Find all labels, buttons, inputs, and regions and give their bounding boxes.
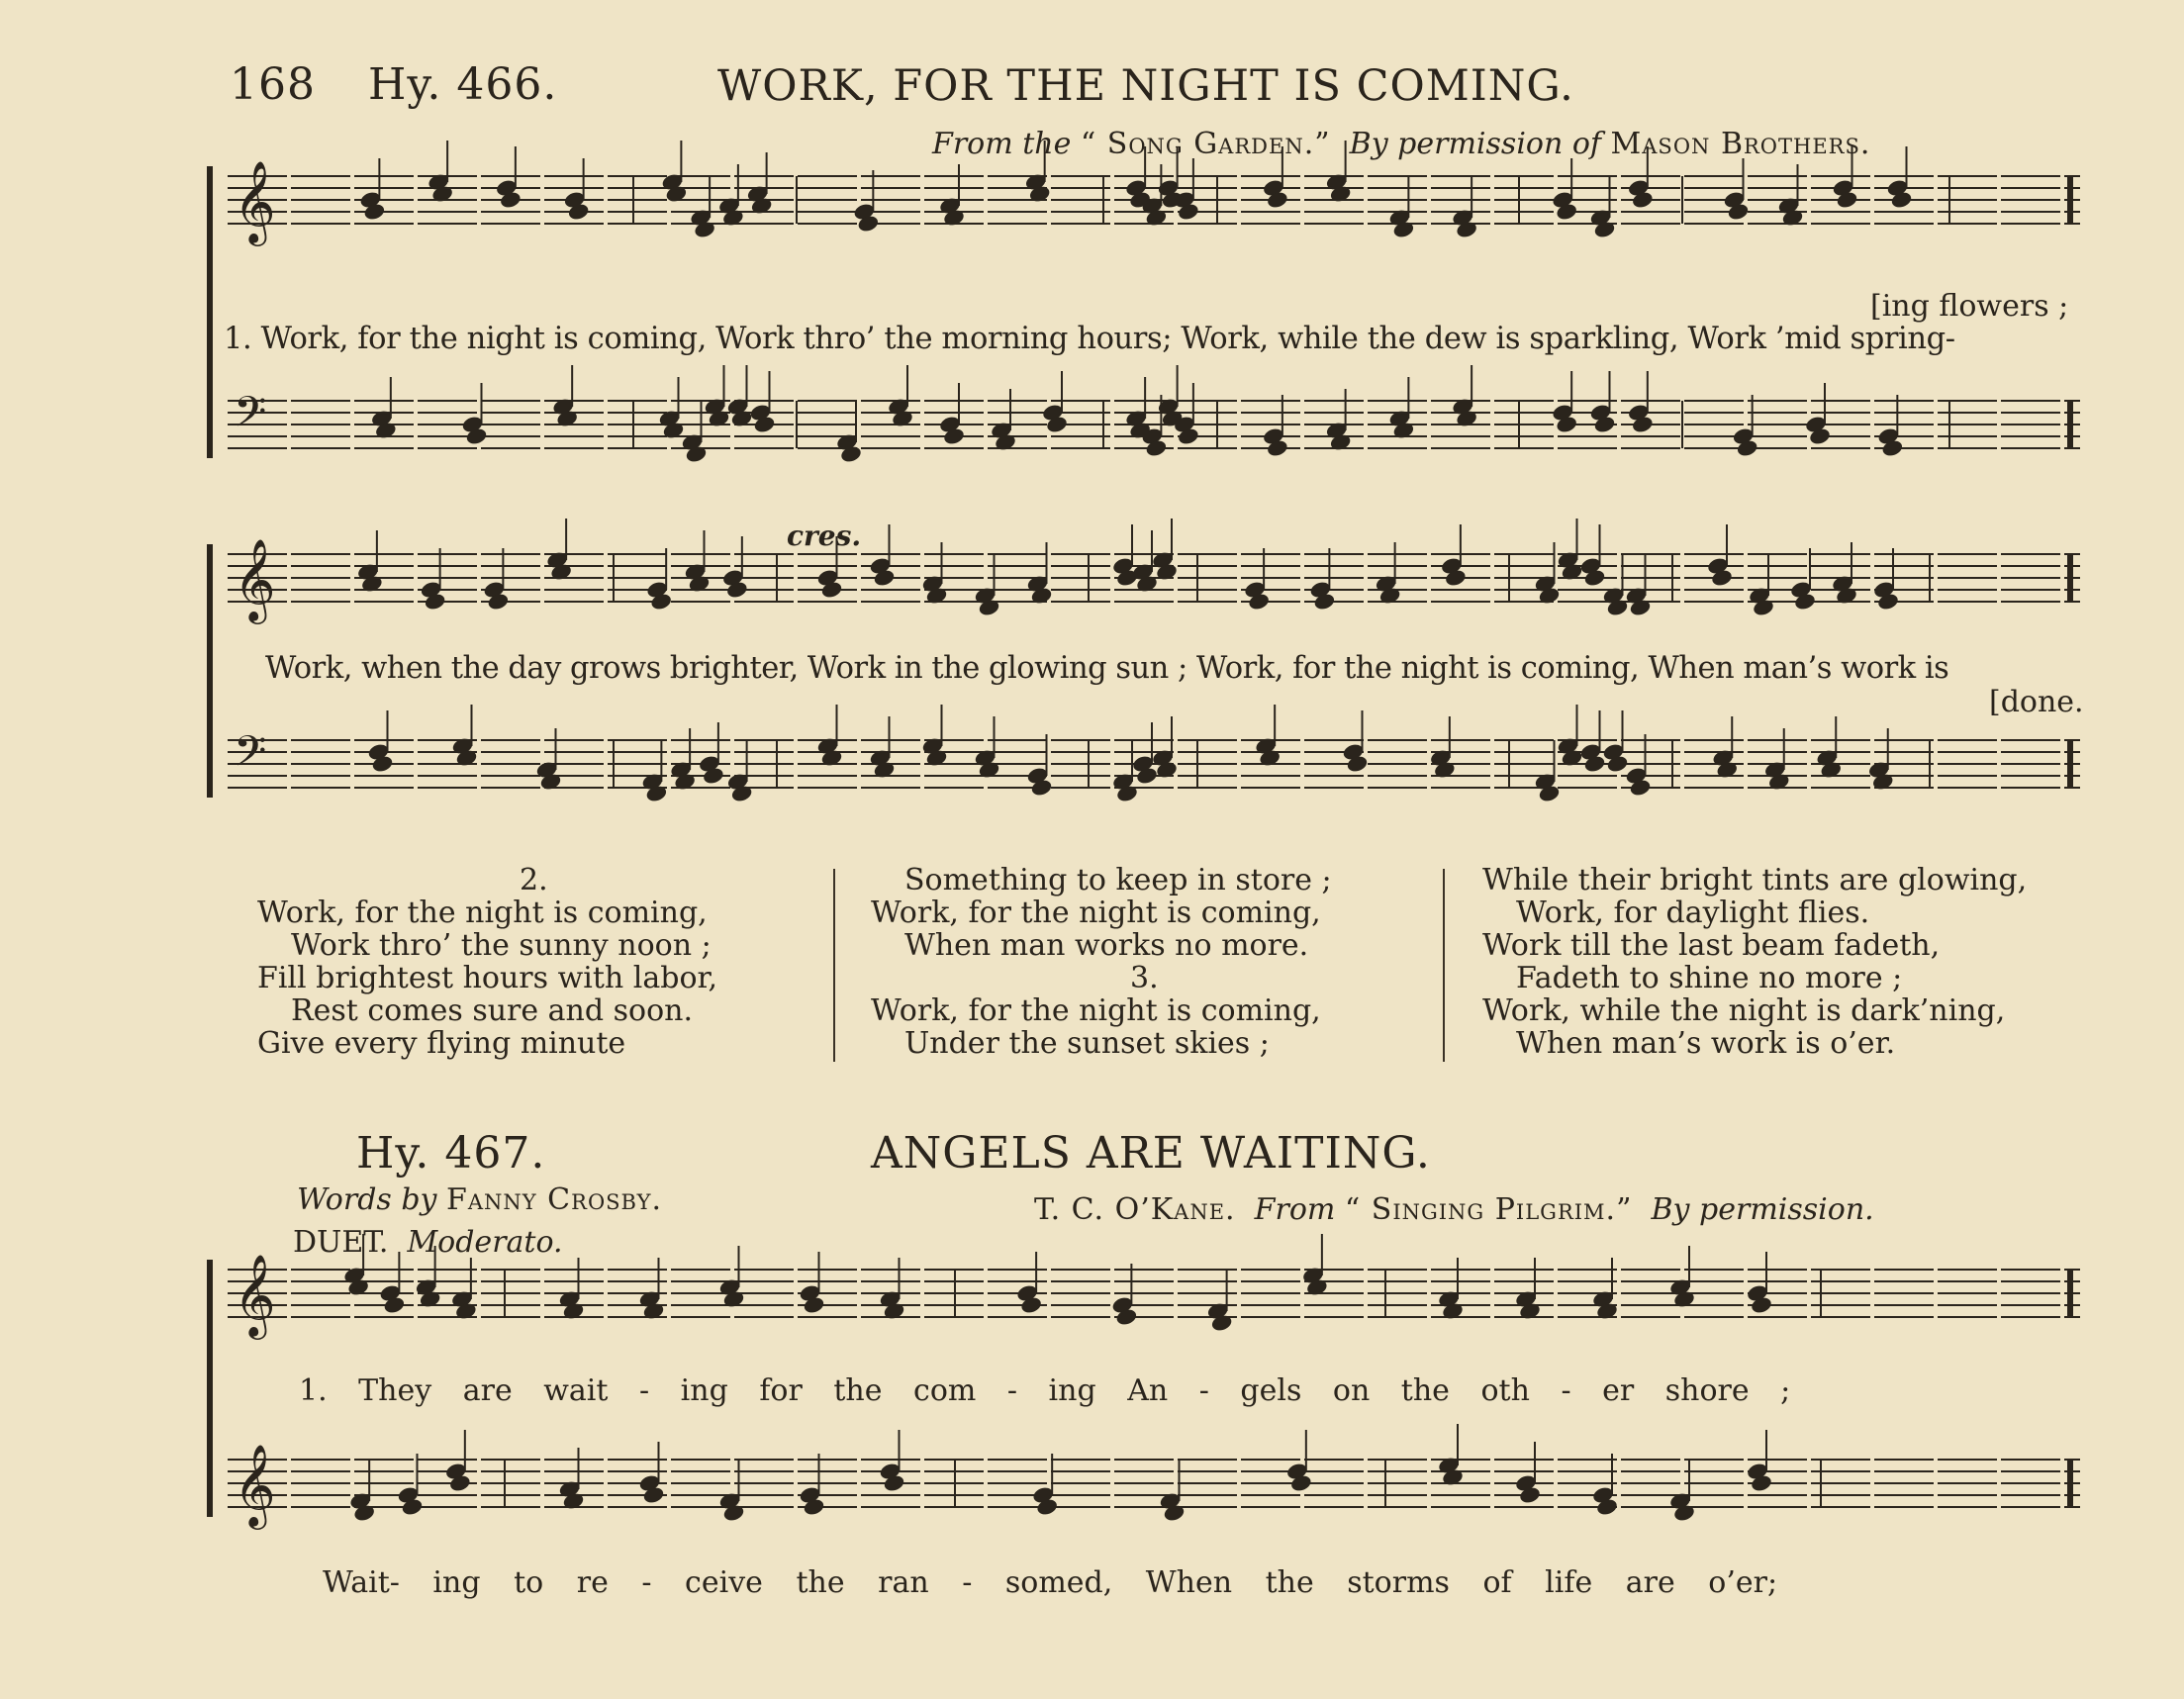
source-name: “ Song Garden.” [1080, 127, 1331, 161]
composer-credit [1034, 1192, 1874, 1227]
hymn-number: Hy. 466. [368, 59, 558, 110]
source-prefix: From the [932, 127, 1072, 161]
verse-line: Work, while the night is dark’ning, [1482, 993, 2006, 1028]
verse-line: While their bright tints are glowing, [1482, 863, 2028, 897]
column-divider [1443, 869, 1445, 1062]
verse-number: 3. [1130, 961, 1159, 995]
lyric-carryover: [done. [1989, 685, 2084, 719]
permission-name: Mason Brothers. [1610, 127, 1871, 161]
words-credit [297, 1182, 662, 1217]
words-prefix: Words by [297, 1182, 437, 1217]
verse-column [257, 864, 717, 1060]
lyric-line: 1. They are wait - ing for the com - ing An - gels on the oth - er shore ; [299, 1373, 1791, 1408]
performance-type: DUET. [293, 1225, 389, 1260]
bass-clef: 𝄢 [234, 388, 267, 447]
verse-line: Work thro’ the sunny noon ; [291, 928, 712, 963]
treble-clef: 𝄞 [234, 537, 276, 620]
verse-line: Work, for the night is coming, [257, 896, 708, 930]
verse-number: 2. [520, 863, 548, 897]
words-name: Fanny Crosby. [446, 1182, 663, 1217]
lyric-line: Wait- ing to re - ceive the ran - somed, When the storms of life are o’er; [323, 1565, 1778, 1600]
verse-column [1482, 864, 2027, 1060]
treble-clef: 𝄞 [234, 159, 276, 242]
hymn-title: ANGELS ARE WAITING. [871, 1128, 1431, 1179]
verse-line: When man works no more. [904, 928, 1309, 963]
hymn-number: Hy. 467. [356, 1128, 546, 1179]
lyric-line: Work, when the day grows brighter, Work in the glowing sun ; Work, for the night is coming, When man’s work is [265, 651, 1949, 686]
verse-line: Rest comes sure and soon. [291, 993, 693, 1028]
page-number: 168 [230, 59, 316, 110]
from-prefix: From [1254, 1192, 1336, 1227]
verse-line: Work, for daylight flies. [1516, 896, 1870, 930]
hymn-title: WORK, FOR THE NIGHT IS COMING. [717, 61, 1574, 111]
composer-name: T. C. O’Kane. [1034, 1192, 1236, 1227]
verse-line: Work, for the night is coming, [871, 993, 1321, 1028]
verse-line: Work till the last beam fadeth, [1482, 928, 1941, 963]
verse-line: Work, for the night is coming, [871, 896, 1321, 930]
performance-note [293, 1225, 563, 1260]
verse-line: When man’s work is o’er. [1516, 1026, 1896, 1061]
dynamic-marking: cres. [787, 519, 862, 552]
permission-note: By permission. [1651, 1192, 1874, 1227]
from-name: “ Singing Pilgrim.” [1344, 1192, 1633, 1227]
treble-clef: 𝄞 [234, 1253, 276, 1336]
source-credit [932, 127, 1870, 161]
verse-line: Under the sunset skies ; [904, 1026, 1270, 1061]
column-divider [833, 869, 835, 1062]
permission-prefix: By permission of [1349, 127, 1601, 161]
lyric-carryover: [ing flowers ; [1870, 289, 2069, 324]
lyric-line: 1. Work, for the night is coming, Work thro’ the morning hours; Work, while the dew is sparkling, Work ’mid spring- [224, 322, 1955, 356]
verse-line: Give every flying minute [257, 1026, 626, 1061]
verse-line: Something to keep in store ; [904, 863, 1332, 897]
verse-column [871, 864, 1332, 1060]
tempo-marking: Moderato. [407, 1225, 563, 1260]
verse-line: Fadeth to shine no more ; [1516, 961, 1903, 995]
verse-line: Fill brightest hours with labor, [257, 961, 718, 995]
treble-clef: 𝄞 [234, 1443, 276, 1526]
bass-clef: 𝄢 [234, 727, 267, 787]
